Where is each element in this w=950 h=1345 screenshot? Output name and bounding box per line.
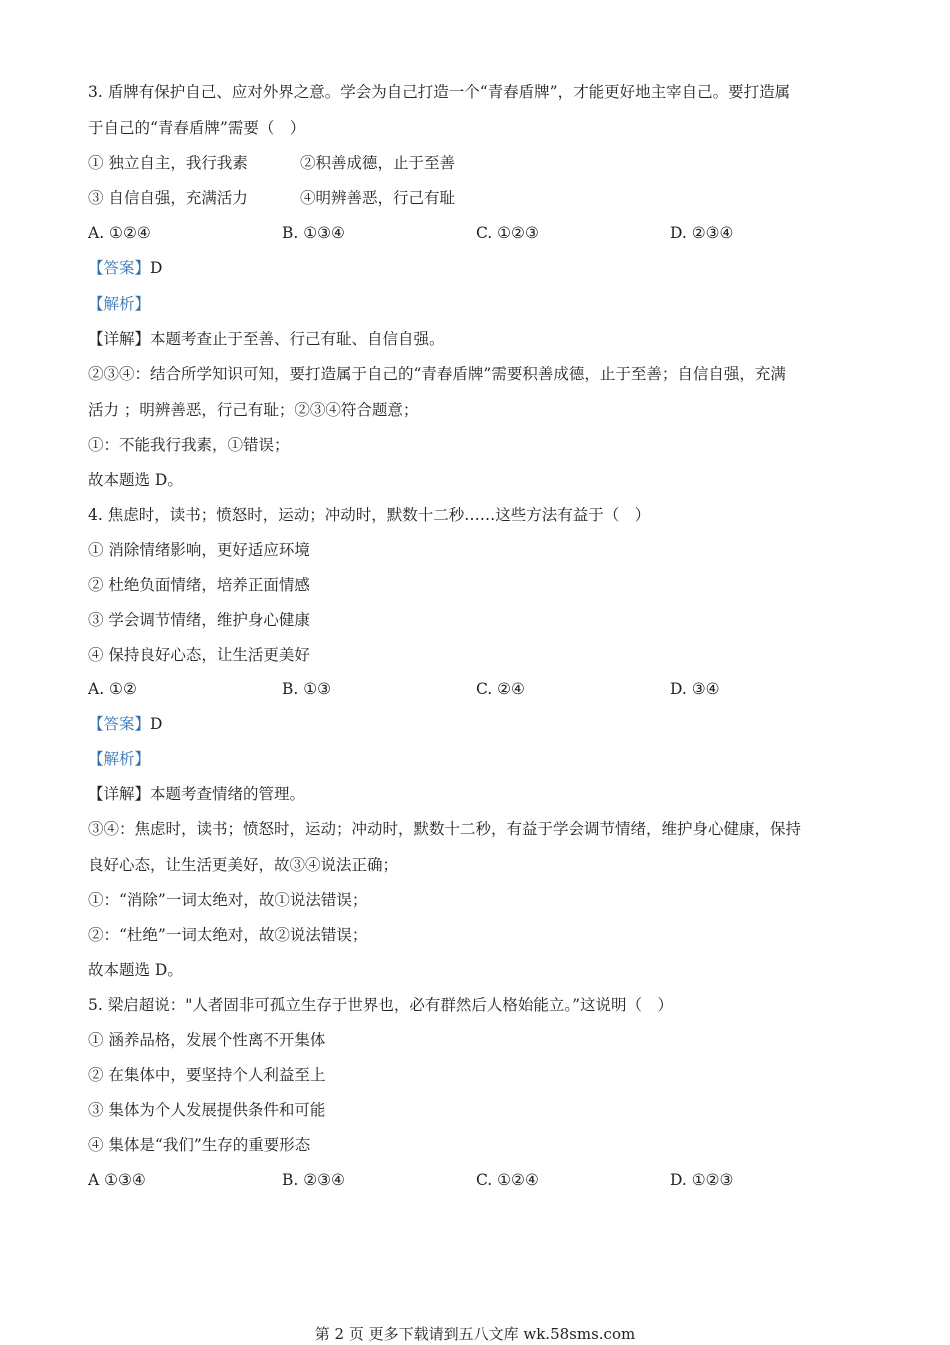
q4-explanation-1: ③④：焦虑时，读书；愤怒时，运动；冲动时，默数十二秒，有益于学会调节情绪，维护身心健康，保持	[88, 820, 802, 838]
q4-explanation-2: 良好心态，让生活更美好，故③④说法正确；	[88, 856, 399, 874]
q5-item-1: ① 涵养品格，发展个性离不开集体	[88, 1031, 326, 1049]
q4-detail	[88, 783, 305, 805]
answer-value: D	[150, 715, 163, 733]
q4-option-c: C. ②④	[476, 680, 525, 698]
q4-conclusion: 故本题选 D。	[88, 961, 183, 979]
detail-tag: 【详解】	[88, 785, 151, 803]
q4-item-4: ④ 保持良好心态，让生活更美好	[88, 646, 310, 664]
q3-item-4: ④明辨善恶，行己有耻	[300, 189, 456, 207]
q5-option-c: C. ①②④	[476, 1171, 539, 1189]
q4-analysis-tag: 【解析】	[88, 750, 151, 768]
answer-tag: 【答案】	[88, 259, 151, 277]
q3-option-a: A. ①②④	[88, 224, 151, 242]
q4-item-2: ② 杜绝负面情绪，培养正面情感	[88, 576, 310, 594]
q4-option-a: A. ①②	[88, 680, 137, 698]
page-footer: 第 2 页 更多下载请到五八文库 wk.58sms.com	[314, 1325, 636, 1343]
q3-stem-line1: 3. 盾牌有保护自己、应对外界之意。学会为自己打造一个“青春盾牌”，才能更好地主宰自己。要打造属	[88, 83, 791, 101]
q4-answer	[88, 713, 162, 735]
q4-explanation-3: ①：“消除”一词太绝对，故①说法错误；	[88, 891, 368, 909]
q4-item-1: ① 消除情绪影响，更好适应环境	[88, 541, 310, 559]
q4-explanation-4: ②：“杜绝”一词太绝对，故②说法错误；	[88, 926, 368, 944]
q4-option-d: D. ③④	[670, 680, 720, 698]
q3-item-3: ③ 自信自强，充满活力	[88, 189, 248, 207]
q3-item-1: ① 独立自主，我行我素	[88, 154, 248, 172]
q4-item-3: ③ 学会调节情绪，维护身心健康	[88, 611, 310, 629]
q3-item-2: ②积善成德，止于至善	[300, 154, 456, 172]
q3-explanation-1: ②③④：结合所学知识可知，要打造属于自己的“青春盾牌”需要积善成德，止于至善；自信自强，充满	[88, 365, 786, 383]
q3-detail	[88, 328, 445, 350]
q3-answer	[88, 257, 162, 279]
answer-tag: 【答案】	[88, 715, 151, 733]
q5-option-a: A ①③④	[88, 1171, 146, 1189]
q5-item-3: ③ 集体为个人发展提供条件和可能	[88, 1101, 326, 1119]
q4-stem: 4. 焦虑时，读书；愤怒时，运动；冲动时，默数十二秒……这些方法有益于（ ）	[88, 506, 651, 524]
detail-text: 本题考查止于至善、行己有耻、自信自强。	[150, 330, 445, 348]
detail-text: 本题考查情绪的管理。	[150, 785, 306, 803]
q5-item-4: ④ 集体是“我们”生存的重要形态	[88, 1136, 311, 1154]
q4-option-b: B. ①③	[282, 680, 332, 698]
q5-option-d: D. ①②③	[670, 1171, 734, 1189]
q5-item-2: ② 在集体中，要坚持个人利益至上	[88, 1066, 326, 1084]
q3-analysis-tag: 【解析】	[88, 295, 151, 313]
q5-stem: 5. 梁启超说："人者固非可孤立生存于世界也，必有群然后人格始能立。”这说明（ ）	[88, 996, 674, 1014]
detail-tag: 【详解】	[88, 330, 151, 348]
answer-value: D	[150, 259, 163, 277]
q3-explanation-2: 活力 ；明辨善恶，行己有耻；②③④符合题意；	[88, 401, 419, 419]
q3-option-d: D. ②③④	[670, 224, 734, 242]
q3-stem-line2: 于自己的“青春盾牌”需要（ ）	[88, 119, 306, 137]
q3-option-b: B. ①③④	[282, 224, 345, 242]
q3-option-c: C. ①②③	[476, 224, 539, 242]
q3-conclusion: 故本题选 D。	[88, 471, 183, 489]
q5-option-b: B. ②③④	[282, 1171, 345, 1189]
q3-explanation-3: ①：不能我行我素，①错误；	[88, 436, 290, 454]
